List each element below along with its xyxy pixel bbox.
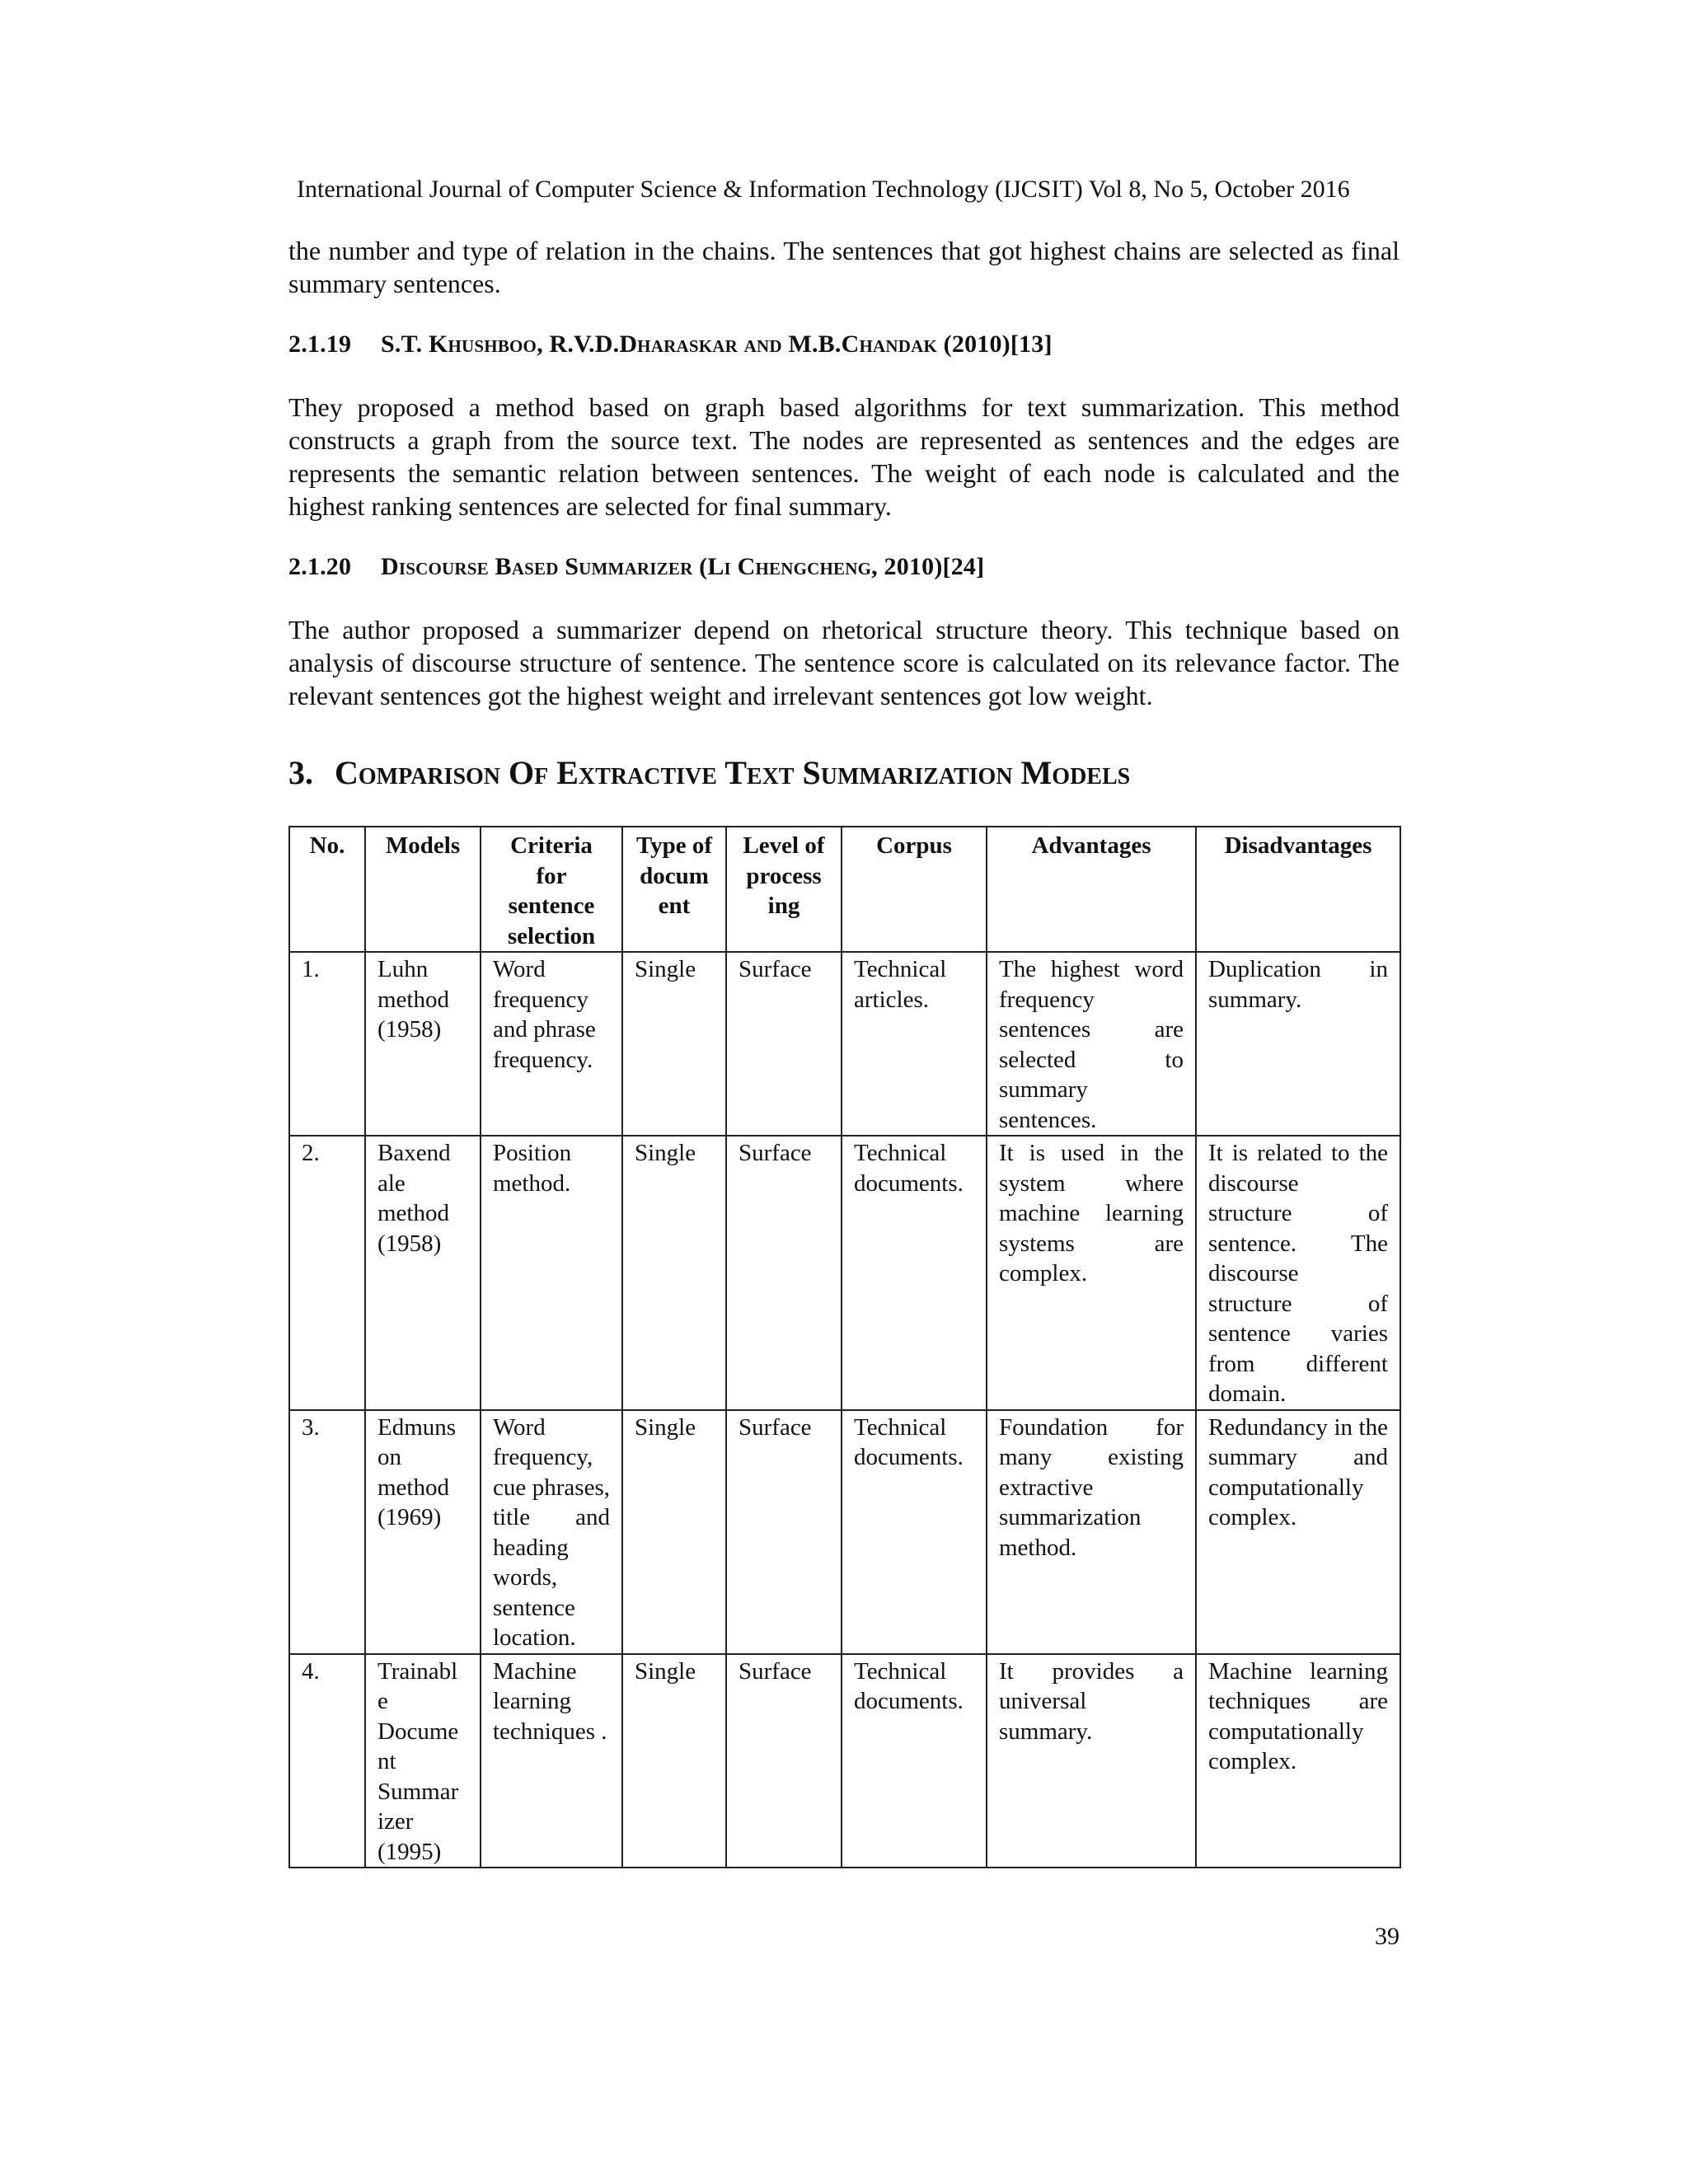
cell-criteria: Position method. xyxy=(481,1136,622,1410)
cell-corpus: Technical documents. xyxy=(842,1136,987,1410)
cell-type: Single xyxy=(622,1654,726,1868)
cell-advantages: It is used in the system where machine learning systems are complex. xyxy=(987,1136,1196,1410)
table-row xyxy=(289,952,1400,1136)
header-no: No. xyxy=(289,827,365,952)
cell-advantages: The highest word frequency sentences are selected to summary sentences. xyxy=(987,952,1196,1136)
journal-running-header: International Journal of Computer Science & Information Technology (IJCSIT) Vol 8, No 5, October 2016 xyxy=(297,176,1350,203)
subsection-number: 2.1.19 xyxy=(288,330,352,358)
comparison-table xyxy=(288,826,1401,1868)
header-criteria: Criteria for sentence selection xyxy=(481,827,622,952)
header-models: Models xyxy=(365,827,481,952)
cell-no: 1. xyxy=(289,952,365,1136)
table-header-row xyxy=(289,827,1400,952)
header-disadvantages: Disadvantages xyxy=(1196,827,1400,952)
header-corpus: Corpus xyxy=(842,827,987,952)
section-title: Comparison Of Extractive Text Summarization Models xyxy=(335,754,1131,791)
cell-advantages: Foundation for many existing extractive summarization method. xyxy=(987,1410,1196,1654)
page-number: 39 xyxy=(1375,1923,1400,1950)
cell-type: Single xyxy=(622,952,726,1136)
cell-level: Surface xyxy=(726,1654,842,1868)
cell-no: 4. xyxy=(289,1654,365,1868)
header-level: Level of process ing xyxy=(726,827,842,952)
cell-level: Surface xyxy=(726,1410,842,1654)
subsection-title: Discourse Based Summarizer (Li Chengcheng, 2010)[24] xyxy=(381,553,985,580)
cell-corpus: Technical documents. xyxy=(842,1410,987,1654)
cell-advantages: It provides a universal summary. xyxy=(987,1654,1196,1868)
section-3-heading xyxy=(288,753,1400,793)
cell-level: Surface xyxy=(726,952,842,1136)
subsection-2-1-19-heading xyxy=(288,330,1400,359)
cell-level: Surface xyxy=(726,1136,842,1410)
table-row xyxy=(289,1136,1400,1410)
cell-model: Trainabl e Docume nt Summar izer (1995) xyxy=(365,1654,481,1868)
page-content xyxy=(288,234,1400,1868)
cell-disadvantages: It is related to the discourse structure of sentence. The discourse structure of sentence varies from different domain. xyxy=(1196,1136,1400,1410)
cell-model: Edmuns on method (1969) xyxy=(365,1410,481,1654)
cell-disadvantages: Redundancy in the summary and computationally complex. xyxy=(1196,1410,1400,1654)
section-number: 3. xyxy=(288,754,313,791)
intro-paragraph: the number and type of relation in the chains. The sentences that got highest chains are selected as final summary sentences. xyxy=(288,236,1400,298)
cell-criteria: Machine learning techniques . xyxy=(481,1654,622,1868)
cell-no: 2. xyxy=(289,1136,365,1410)
subsection-2-1-19-paragraph: They proposed a method based on graph based algorithms for text summarization. This method constructs a graph from the source text. The nodes are represented as sentences and the edges are represents the semantic relation between sentences. The weight of each node is calculated and the highest ranking sentences are selected for final summary. xyxy=(288,392,1400,521)
cell-criteria: Word frequency and phrase frequency. xyxy=(481,952,622,1136)
table-row xyxy=(289,1410,1400,1654)
header-type: Type of docum ent xyxy=(622,827,726,952)
cell-type: Single xyxy=(622,1410,726,1654)
cell-disadvantages: Duplication in summary. xyxy=(1196,952,1400,1136)
subsection-2-1-20-paragraph: The author proposed a summarizer depend on rhetorical structure theory. This technique based on analysis of discourse structure of sentence. The sentence score is calculated on its relevance factor. The relevant sentences got the highest weight and irrelevant sentences got low weight. xyxy=(288,615,1400,710)
cell-corpus: Technical articles. xyxy=(842,952,987,1136)
cell-type: Single xyxy=(622,1136,726,1410)
subsection-number: 2.1.20 xyxy=(288,553,352,580)
cell-no: 3. xyxy=(289,1410,365,1654)
header-advantages: Advantages xyxy=(987,827,1196,952)
cell-disadvantages: Machine learning techniques are computationally complex. xyxy=(1196,1654,1400,1868)
cell-criteria: Word frequency, cue phrases, title and heading words, sentence location. xyxy=(481,1410,622,1654)
table-row xyxy=(289,1654,1400,1868)
subsection-title: S.T. Khushboo, R.V.D.Dharaskar and M.B.Chandak (2010)[13] xyxy=(381,330,1053,358)
subsection-2-1-20-heading xyxy=(288,552,1400,582)
cell-model: Luhn method (1958) xyxy=(365,952,481,1136)
cell-corpus: Technical documents. xyxy=(842,1654,987,1868)
cell-model: Baxend ale method (1958) xyxy=(365,1136,481,1410)
